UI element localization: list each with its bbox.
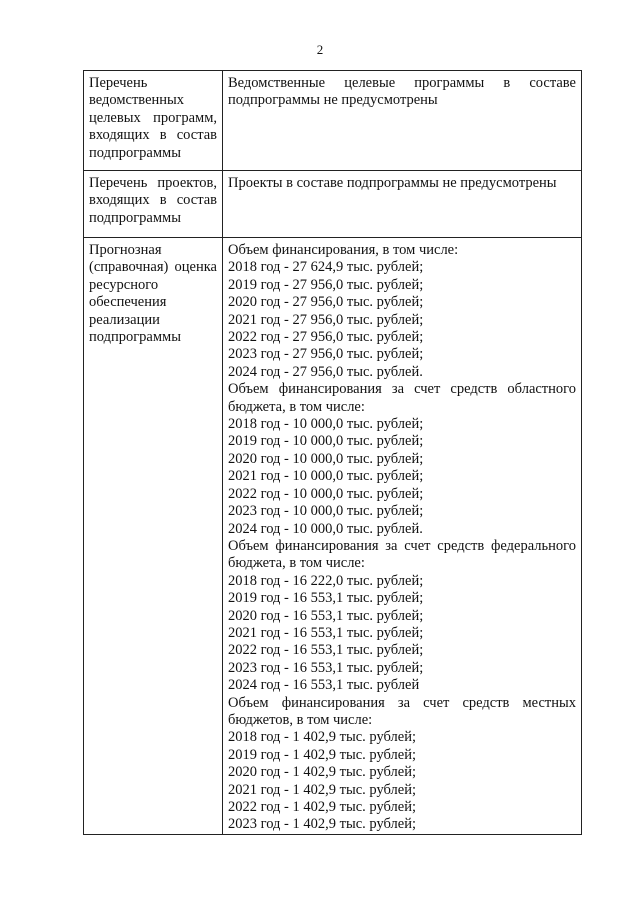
regional-budget-heading: Объем финансирования за счет средств областного	[228, 381, 576, 398]
total-funding-block	[228, 242, 576, 381]
regional-budget-heading-cont: бюджета, в том числе:	[228, 398, 365, 415]
federal-budget-2022: 2022 год - 16 553,1 тыс. рублей;	[228, 642, 424, 659]
federal-budget-block	[228, 538, 576, 695]
regional-budget-2021: 2021 год - 10 000,0 тыс. рублей;	[228, 468, 424, 485]
federal-budget-heading-cont: бюджета, в том числе:	[228, 555, 365, 572]
local-budget-2021: 2021 год - 1 402,9 тыс. рублей;	[228, 781, 416, 798]
projects-value: Проекты в составе подпрограммы не предусмотрены	[223, 171, 582, 238]
projects-label: Перечень проектов, входящих в состав подпрограммы	[84, 171, 223, 238]
local-budget-block	[228, 695, 576, 834]
local-budget-heading: Объем финансирования за счет средств местных	[228, 694, 576, 711]
table-row-funding	[84, 238, 582, 835]
federal-budget-2020: 2020 год - 16 553,1 тыс. рублей;	[228, 607, 424, 624]
local-budget-2018: 2018 год - 1 402,9 тыс. рублей;	[228, 729, 416, 746]
local-budget-2020: 2020 год - 1 402,9 тыс. рублей;	[228, 764, 416, 781]
regional-budget-2023: 2023 год - 10 000,0 тыс. рублей;	[228, 503, 424, 520]
local-budget-heading-cont: бюджетов, в том числе:	[228, 711, 373, 728]
table-row-projects	[84, 171, 582, 238]
total-funding-2018: 2018 год - 27 624,9 тыс. рублей;	[228, 259, 424, 276]
departmental-programs-value: Ведомственные целевые программы в составе подпрограммы не предусмотрены	[223, 71, 582, 171]
local-budget-2019: 2019 год - 1 402,9 тыс. рублей;	[228, 746, 416, 763]
local-budget-2022: 2022 год - 1 402,9 тыс. рублей;	[228, 799, 416, 815]
regional-budget-2018: 2018 год - 10 000,0 тыс. рублей;	[228, 416, 424, 433]
total-funding-2024: 2024 год - 27 956,0 тыс. рублей.	[228, 363, 423, 380]
page-number: 2	[316, 42, 324, 57]
federal-budget-heading: Объем финансирования за счет средств федерального	[228, 537, 576, 554]
funding-label: Прогнозная (справочная) оценка ресурсного обеспечения реализации подпрограммы	[84, 238, 223, 835]
regional-budget-2019: 2019 год - 10 000,0 тыс. рублей;	[228, 433, 424, 450]
regional-budget-2022: 2022 год - 10 000,0 тыс. рублей;	[228, 485, 424, 502]
total-funding-2020: 2020 год - 27 956,0 тыс. рублей;	[228, 294, 424, 311]
regional-budget-block	[228, 381, 576, 538]
total-funding-2019: 2019 год - 27 956,0 тыс. рублей;	[228, 276, 424, 293]
departmental-programs-label: Перечень ведомственных целевых программ, входящих в состав подпрограммы	[84, 71, 223, 171]
regional-budget-2020: 2020 год - 10 000,0 тыс. рублей;	[228, 450, 424, 467]
total-funding-2022: 2022 год - 27 956,0 тыс. рублей;	[228, 329, 424, 346]
table-row-departmental-programs	[84, 71, 582, 171]
funding-value	[223, 238, 582, 835]
regional-budget-2024: 2024 год - 10 000,0 тыс. рублей.	[228, 520, 423, 537]
federal-budget-2018: 2018 год - 16 222,0 тыс. рублей;	[228, 572, 424, 589]
total-funding-2023: 2023 год - 27 956,0 тыс. рублей;	[228, 346, 424, 363]
federal-budget-2019: 2019 год - 16 553,1 тыс. рублей;	[228, 590, 424, 607]
subprogram-passport-table	[83, 70, 582, 835]
federal-budget-2024: 2024 год - 16 553,1 тыс. рублей	[228, 677, 420, 694]
total-funding-heading: Объем финансирования, в том числе:	[228, 242, 459, 258]
total-funding-2021: 2021 год - 27 956,0 тыс. рублей;	[228, 311, 424, 328]
federal-budget-2023: 2023 год - 16 553,1 тыс. рублей;	[228, 659, 424, 676]
federal-budget-2021: 2021 год - 16 553,1 тыс. рублей;	[228, 624, 424, 641]
local-budget-2023: 2023 год - 1 402,9 тыс. рублей;	[228, 816, 416, 833]
